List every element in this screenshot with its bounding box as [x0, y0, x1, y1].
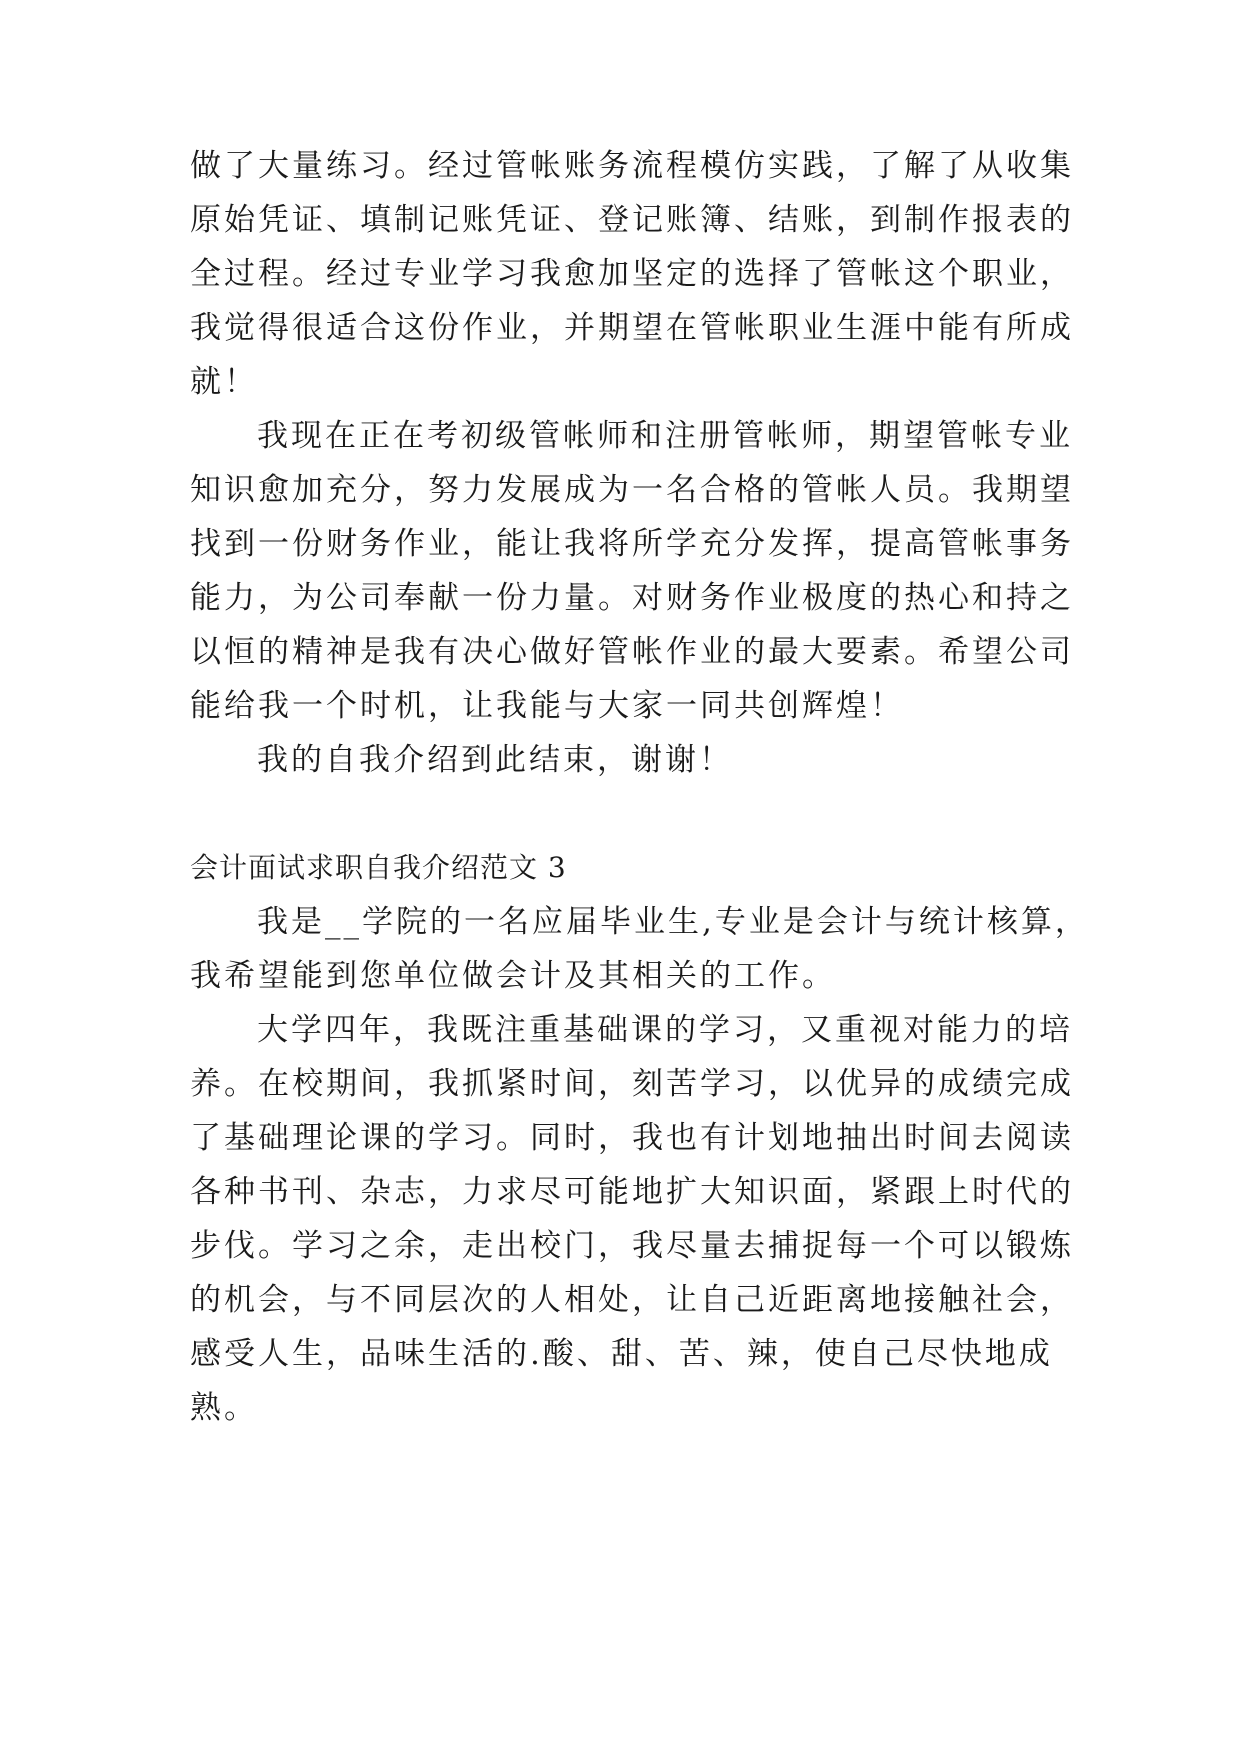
paragraph-line: 原始凭证、填制记账凭证、登记账簿、结账，到制作报表的	[190, 202, 1074, 238]
paragraph-line: 找到一份财务作业，能让我将所学充分发挥，提高管帐事务	[190, 526, 1074, 562]
paragraph-line: 了基础理论课的学习。同时，我也有计划地抽出时间去阅读	[190, 1120, 1074, 1156]
paragraph-line: 我的自我介绍到此结束，谢谢！	[257, 742, 733, 778]
paragraph-line: 我是__学院的一名应届毕业生,专业是会计与统计核算，	[257, 904, 1089, 940]
paragraph-line: 步伐。学习之余，走出校门，我尽量去捕捉每一个可以锻炼	[190, 1228, 1074, 1264]
paragraph-line: 我希望能到您单位做会计及其相关的工作。	[190, 958, 836, 994]
paragraph-line: 感受人生，品味生活的.酸、甜、苦、辣，使自己尽快地成	[190, 1336, 1053, 1372]
paragraph-line: 各种书刊、杂志，力求尽可能地扩大知识面，紧跟上时代的	[190, 1174, 1074, 1210]
paragraph-line: 的机会，与不同层次的人相处，让自己近距离地接触社会，	[190, 1282, 1074, 1318]
paragraph-line: 熟。	[190, 1390, 258, 1426]
paragraph-line: 以恒的精神是我有决心做好管帐作业的最大要素。希望公司	[190, 634, 1074, 670]
paragraph-line: 养。在校期间，我抓紧时间，刻苦学习，以优异的成绩完成	[190, 1066, 1074, 1102]
paragraph-line: 知识愈加充分，努力发展成为一名合格的管帐人员。我期望	[190, 472, 1074, 508]
paragraph-line: 做了大量练习。经过管帐账务流程模仿实践，了解了从收集	[190, 148, 1074, 184]
section-heading: 会计面试求职自我介绍范文 3	[190, 851, 567, 884]
paragraph-line: 大学四年，我既注重基础课的学习，又重视对能力的培	[257, 1012, 1073, 1048]
paragraph-line: 我觉得很适合这份作业，并期望在管帐职业生涯中能有所成	[190, 310, 1074, 346]
paragraph-line: 能给我一个时机，让我能与大家一同共创辉煌！	[190, 688, 904, 724]
paragraph-line: 我现在正在考初级管帐师和注册管帐师，期望管帐专业	[257, 418, 1073, 454]
paragraph-line: 就！	[190, 364, 258, 400]
paragraph-line: 全过程。经过专业学习我愈加坚定的选择了管帐这个职业，	[190, 256, 1074, 292]
paragraph-line: 能力，为公司奉献一份力量。对财务作业极度的热心和持之	[190, 580, 1074, 616]
